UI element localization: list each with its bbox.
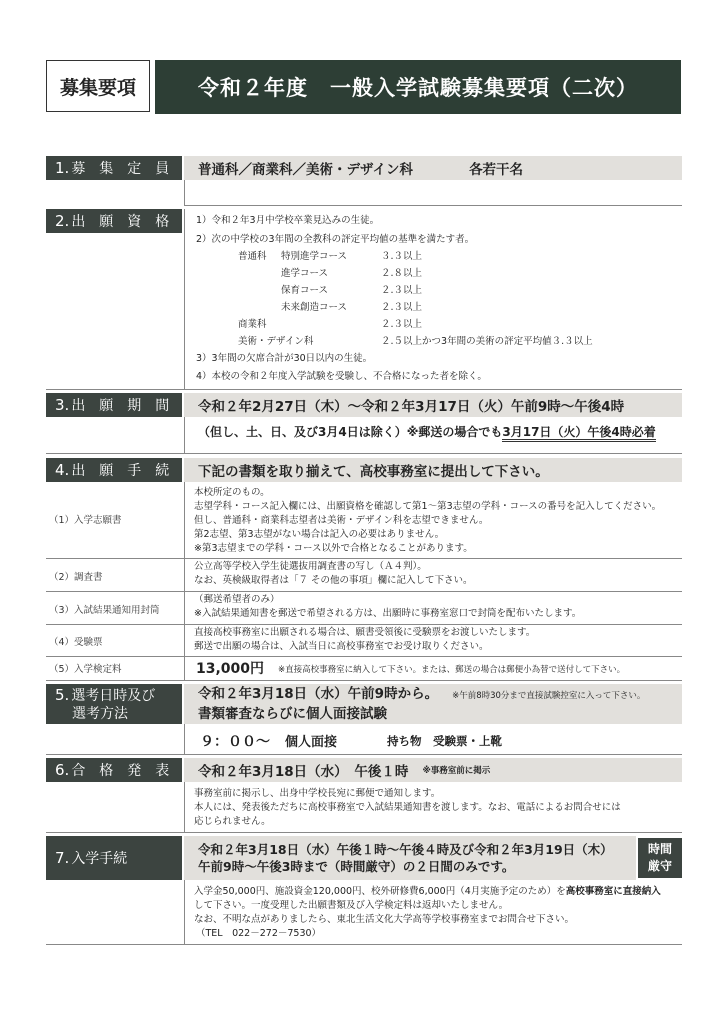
section-5-label: 5. 選考日時及び 選考方法	[46, 684, 182, 724]
application-period: 令和２年2月27日（木）～令和２年3月17日（火）午前9時～午後4時	[198, 399, 625, 415]
grade-value: ２.５以上かつ3年間の美術の評定平均値３.３以上	[381, 336, 593, 347]
grade-course: 保育コース	[281, 285, 329, 296]
page-title: 令和２年度 一般入学試験募集要項（二次）	[155, 60, 681, 114]
doc-line: 公立高等学校入学生徒選抜用調査書の写し（Ａ４判）。	[194, 561, 427, 572]
doc-line: 但し、普通科・商業科志望者は美術・デザイン科を志望できません。	[194, 515, 489, 526]
grade-value: ３.３以上	[381, 251, 423, 262]
fee-note: ※直接高校事務室に納入して下さい。または、郵送の場合は郵便小為替で送付して下さい。	[278, 665, 626, 675]
section-7-label: 7. 入学手続	[46, 836, 182, 880]
qualification-4: 4）本校の令和２年度入学試験を受験し、不合格になった者を除く。	[196, 371, 487, 382]
announcement-line: 事務室前に掲示し、出身中学校長宛に郵便で通知します。	[194, 788, 441, 799]
enrollment-period-2: 午前9時～午後3時まで（時間厳守）の２日間のみです。	[198, 859, 515, 874]
enrollment-line: して下さい。一度受理した出願書類及び入学検定料は返却いたしません。	[194, 900, 509, 911]
divider	[184, 180, 185, 206]
announcement-line: 応じられません。	[194, 816, 271, 827]
selection-date: 令和２年3月18日（水）午前9時から。	[198, 686, 439, 702]
doc-name: （4）受験票	[49, 637, 103, 648]
deadline: 3月17日（火）午後4時必着	[502, 425, 655, 442]
section-4-bar	[184, 458, 682, 482]
section-tag: 募集要項	[46, 60, 150, 112]
section-1-bar	[184, 156, 682, 180]
announcement-note: ※事務室前に掲示	[422, 766, 491, 776]
doc-line: なお、英検級取得者は「７ その他の事項」欄に記入して下さい。	[194, 575, 473, 586]
procedure-lead: 下記の書類を取り揃えて、高校事務室に提出して下さい。	[198, 464, 549, 480]
interview-item: 個人面接	[285, 735, 338, 750]
selection-method: 書類審査ならびに個人面接試験	[198, 706, 387, 722]
divider	[184, 482, 185, 680]
grade-dept: 美術・デザイン科	[238, 336, 314, 347]
qualification-1: 1）令和２年3月中学校卒業見込みの生徒。	[196, 215, 380, 226]
doc-line: 志望学科・コース記入欄には、出願資格を確認して第1～第3志望の学科・コースの番号を記入してください。	[194, 501, 662, 512]
divider	[46, 453, 682, 454]
strict-time-badge: 時間 厳守	[638, 838, 682, 878]
doc-name: （3）入試結果通知用封筒	[49, 605, 160, 616]
doc-line: 本校所定のもの。	[194, 487, 270, 498]
divider	[46, 944, 682, 945]
divider	[46, 558, 682, 559]
section-3-label: 3. 出 願 期 間	[46, 393, 182, 417]
items-to-bring: 持ち物 受験票・上靴	[387, 734, 502, 748]
doc-line: ※入試結果通知書を郵送で希望される方は、出願時に事務室窓口で封筒を配布いたします。	[194, 608, 582, 619]
doc-line: ※第3志望までの学科・コース以外で合格となることがあります。	[194, 543, 473, 554]
section-6-label: 6. 合 格 発 表	[46, 758, 182, 782]
qualification-3: 3）3年間の欠席合計が30日以内の生徒。	[196, 353, 373, 364]
section-3-bar	[184, 393, 682, 417]
selection-note: ※午前8時30分まで直接試験控室に入って下さい。	[452, 691, 646, 701]
section-2-label: 2. 出 願 資 格	[46, 209, 182, 233]
qualification-2: 2）次の中学校の3年間の全教科の評定平均値の基準を満たす者。	[196, 234, 475, 245]
grade-value: ２.３以上	[381, 319, 423, 330]
doc-line: （郵送希望者のみ）	[194, 594, 280, 605]
grade-dept: 商業科	[238, 319, 267, 330]
doc-name: （1）入学志願書	[49, 515, 122, 526]
doc-line: 第2志望、第3志望がない場合は記入の必要はありません。	[194, 529, 445, 540]
divider	[46, 591, 682, 592]
interview-time: ９：００～	[200, 734, 270, 750]
grade-value: ２.８以上	[381, 268, 423, 279]
divider	[184, 880, 185, 944]
doc-name: （2）調査書	[49, 572, 103, 583]
section-5-bar	[184, 684, 682, 724]
divider	[46, 832, 682, 833]
grade-course: 未来創造コース	[281, 302, 348, 313]
doc-name: （5）入学検定料	[49, 664, 122, 675]
divider	[46, 624, 682, 625]
divider	[46, 656, 682, 657]
period-note: （但し、土、日、及び3月4日は除く）※郵送の場合でも3月17日（火）午後4時必着	[198, 423, 656, 440]
enrollment-line: 入学金50,000円、施設資金120,000円、校外研修費6,000円（4月実施予定のため）を高校事務室に直接納入	[194, 886, 661, 897]
grade-value: ２.３以上	[381, 302, 423, 313]
divider	[184, 209, 185, 389]
grade-course: 進学コース	[281, 268, 329, 279]
divider	[184, 205, 682, 206]
announcement-date: 令和２年3月18日（水） 午後１時	[198, 764, 409, 780]
enrollment-period: 令和２年3月18日（水）午後１時～午後４時及び令和２年3月19日（木）	[198, 842, 613, 857]
enrollment-line: なお、不明な点がありましたら、東北生活文化大学高等学校事務室までお問合せ下さい。	[194, 914, 575, 925]
grade-dept: 普通科	[238, 251, 267, 262]
section-7-bar	[184, 836, 636, 880]
departments: 普通科／商業科／美術・デザイン科	[198, 162, 414, 178]
grade-course: 特別進学コース	[281, 251, 348, 262]
divider	[46, 389, 682, 390]
divider	[46, 754, 682, 755]
phone-number: （TEL 022－272－7530）	[196, 928, 322, 939]
announcement-line: 本人には、発表後ただちに高校事務室で入試結果通知書を渡します。なお、電話によるお問合せには	[194, 802, 621, 813]
capacity: 各若干名	[469, 162, 524, 178]
section-4-label: 4. 出 願 手 続	[46, 458, 182, 482]
section-1-label: 1. 募 集 定 員	[46, 156, 182, 180]
exam-fee: 13,000円	[196, 661, 265, 677]
divider	[184, 724, 185, 754]
doc-line: 直接高校事務室に出願される場合は、願書受領後に受験票をお渡しいたします。	[194, 627, 536, 638]
section-6-bar	[184, 758, 682, 782]
grade-value: ２.３以上	[381, 285, 423, 296]
divider	[184, 782, 185, 832]
divider	[46, 680, 682, 681]
pay-directly: 高校事務室に直接納入	[565, 886, 661, 897]
doc-line: 郵送で出願の場合は、入試当日に高校事務室でお受け取りください。	[194, 641, 489, 652]
divider	[184, 417, 185, 453]
